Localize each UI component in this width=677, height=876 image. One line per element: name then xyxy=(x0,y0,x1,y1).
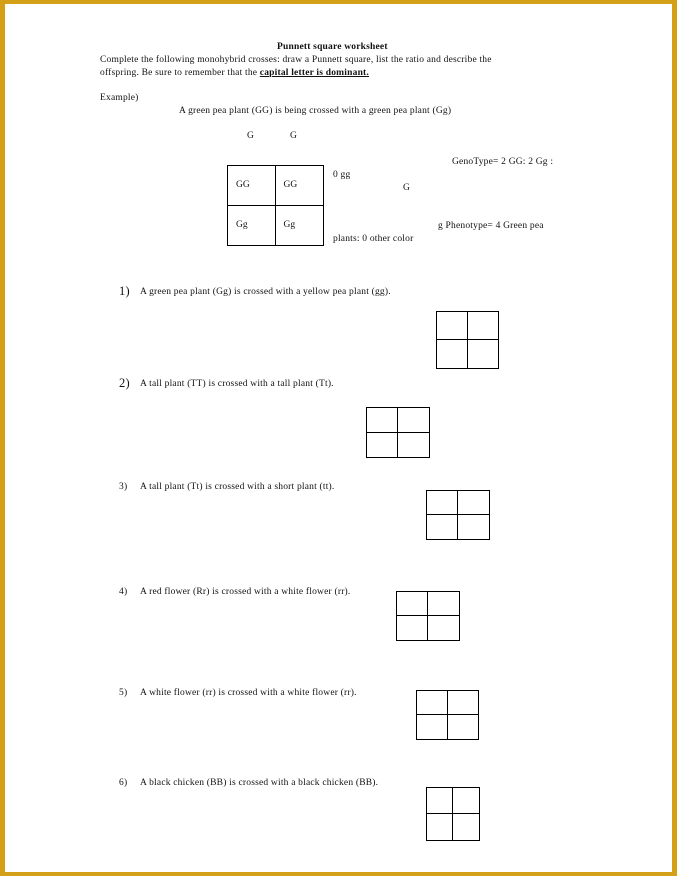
example-top-allele-2: G xyxy=(290,131,298,141)
problem-1-text: A green pea plant (Gg) is crossed with a yellow pea plant (gg). xyxy=(140,287,391,297)
problem-4-number: 4) xyxy=(119,587,128,597)
punnett-cell: Gg xyxy=(283,220,296,231)
punnett-cell xyxy=(458,491,489,515)
problem-6-punnett-square xyxy=(426,787,480,841)
punnett-cell xyxy=(437,340,468,368)
problem-5-number: 5) xyxy=(119,688,128,698)
example-genotype: GenoType= 2 GG: 2 Gg : xyxy=(452,157,554,167)
instructions-line-2 xyxy=(100,67,369,79)
worksheet-page xyxy=(5,4,672,872)
punnett-cell: GG xyxy=(276,166,324,206)
example-side-g: G xyxy=(403,183,411,193)
punnett-cell xyxy=(417,715,448,739)
example-label: Example) xyxy=(100,93,139,103)
punnett-cell xyxy=(427,491,458,515)
punnett-cell xyxy=(437,312,468,340)
example-statement: A green pea plant (GG) is being crossed with a green pea plant (Gg) xyxy=(179,106,452,116)
example-phenotype-continued: plants: 0 other color xyxy=(333,234,414,244)
punnett-cell xyxy=(417,691,448,715)
problem-2-punnett-square xyxy=(366,407,430,458)
problem-6-number: 6) xyxy=(119,778,128,788)
problem-6-text: A black chicken (BB) is crossed with a black chicken (BB). xyxy=(140,778,379,788)
example-top-allele-1: G xyxy=(247,131,255,141)
punnett-cell xyxy=(367,433,398,458)
punnett-cell xyxy=(397,616,428,640)
punnett-cell xyxy=(427,814,453,840)
punnett-cell: GG xyxy=(228,166,276,206)
punnett-cell xyxy=(468,340,499,368)
problem-1-punnett-square xyxy=(436,311,499,369)
problem-5-punnett-square xyxy=(416,690,479,740)
dominant-note: capital letter is dominant. xyxy=(259,68,369,78)
problem-5-text: A white flower (rr) is crossed with a white flower (rr). xyxy=(140,688,357,698)
punnett-cell xyxy=(453,814,479,840)
problem-2-number: 2) xyxy=(119,376,130,390)
punnett-cell xyxy=(448,691,479,715)
example-phenotype: g Phenotype= 4 Green pea xyxy=(438,221,544,231)
problem-4-text: A red flower (Rr) is crossed with a white flower (rr). xyxy=(140,587,351,597)
punnett-cell xyxy=(427,515,458,539)
problem-3-number: 3) xyxy=(119,482,128,492)
punnett-cell xyxy=(427,788,453,814)
punnett-cell xyxy=(367,408,398,433)
problem-2-text: A tall plant (TT) is crossed with a tall plant (Tt). xyxy=(140,379,334,389)
punnett-cell xyxy=(397,592,428,616)
punnett-cell: Gg xyxy=(228,206,276,246)
punnett-cell xyxy=(448,715,479,739)
example-punnett-square xyxy=(227,165,324,246)
instructions-line-1: Complete the following monohybrid crosses: draw a Punnett square, list the ratio and describe the xyxy=(100,55,492,65)
instructions-line-2-text: offspring. Be sure to remember that the xyxy=(100,68,260,78)
punnett-cell xyxy=(398,408,429,433)
punnett-cell xyxy=(398,433,429,458)
worksheet-title: Punnett square worksheet xyxy=(277,42,388,52)
problem-4-punnett-square xyxy=(396,591,460,641)
punnett-cell xyxy=(453,788,479,814)
punnett-cell xyxy=(458,515,489,539)
punnett-cell xyxy=(468,312,499,340)
problem-3-punnett-square xyxy=(426,490,490,540)
problem-3-text: A tall plant (Tt) is crossed with a short plant (tt). xyxy=(140,482,335,492)
punnett-cell xyxy=(428,592,459,616)
example-side-0gg: 0 gg xyxy=(333,170,351,180)
punnett-cell xyxy=(428,616,459,640)
problem-1-number: 1) xyxy=(119,284,130,298)
